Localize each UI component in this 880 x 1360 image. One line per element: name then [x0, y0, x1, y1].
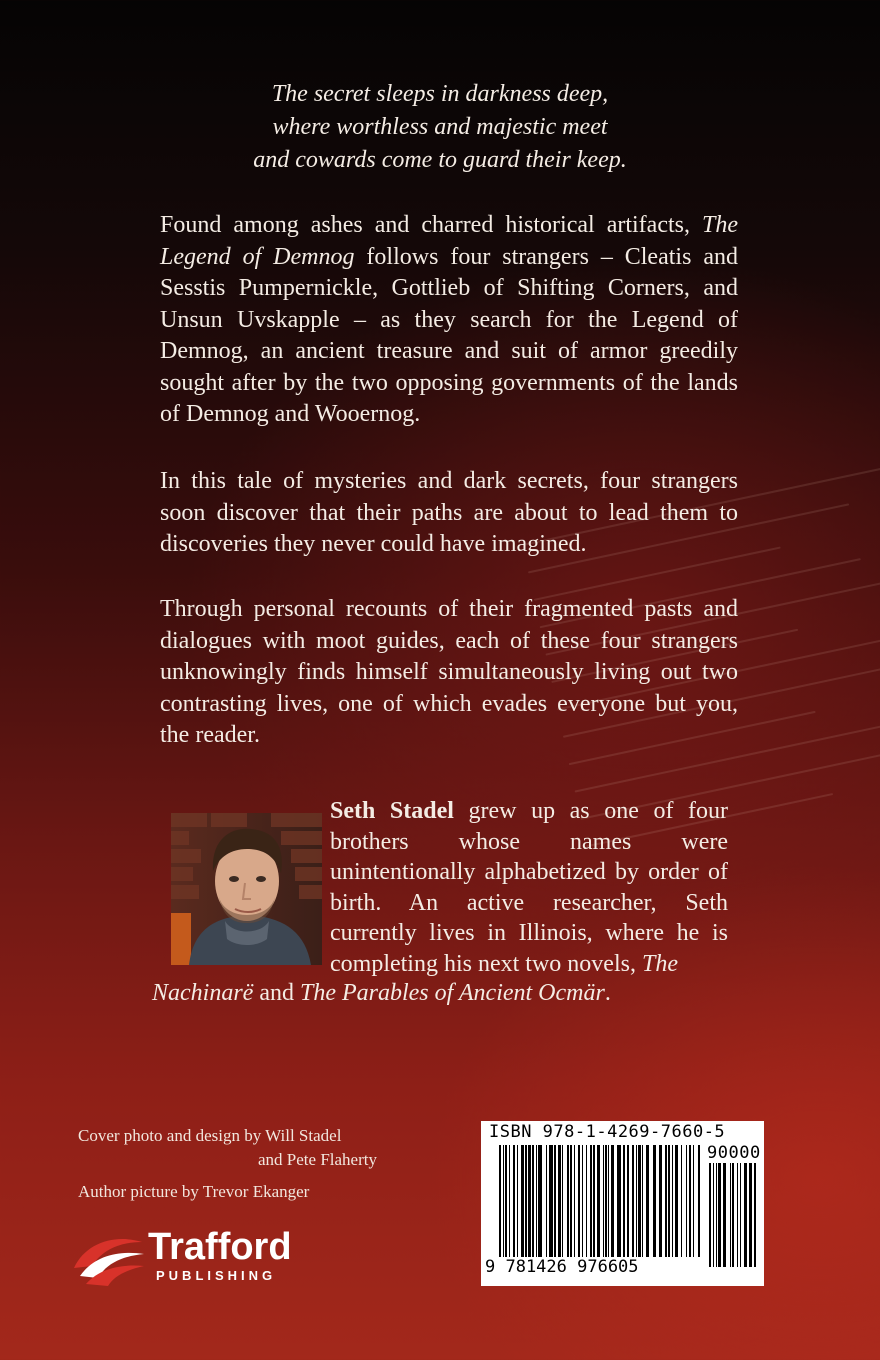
barcode-digits: 9 781426 976605: [485, 1257, 639, 1277]
blurb-paragraph-2: In this tale of mysteries and dark secrets, four strangers soon discover that their paths are about to lead them to discoveries they never could have imagined.: [160, 468, 738, 557]
publisher-subtitle: PUBLISHING: [156, 1268, 277, 1283]
next-book-title: The Parables of Ancient Ocmär: [299, 980, 605, 1006]
poem-line: The secret sleeps in darkness deep,: [271, 81, 609, 107]
barcode-bars: [499, 1145, 701, 1257]
wave-icon: [72, 1228, 146, 1288]
bio-text: .: [604, 980, 611, 1006]
cover-credit-line-2: and Pete Flaherty: [258, 1150, 377, 1169]
blurb-paragraph-1: [160, 210, 738, 431]
author-bio: [330, 796, 728, 979]
bio-text: and: [253, 980, 300, 1006]
blurb-text: Found among ashes and charred historical artifacts,: [160, 212, 702, 238]
isbn-number: ISBN 978-1-4269-7660-5: [489, 1122, 726, 1142]
publisher-name: Trafford: [148, 1226, 292, 1268]
author-picture-credit: Author picture by Trevor Ekanger: [78, 1182, 310, 1201]
publisher-logo: [72, 1228, 362, 1288]
author-bio-last-line: [152, 978, 732, 1008]
poem-line: and cowards come to guard their keep.: [253, 147, 627, 173]
isbn-barcode: [481, 1121, 764, 1286]
next-book-title: Nachinarë: [152, 980, 254, 1006]
cover-credit-line-1: Cover photo and design by Will Stadel: [78, 1126, 342, 1145]
poem-line: where worthless and majestic meet: [272, 114, 608, 140]
blurb-paragraph-3: Through personal recounts of their fragmented pasts and dialogues with moot guides, each of these four strangers unknowingly finds himself simultaneously living out two contrasting lives, one of which evades everyone but you, the reader.: [160, 596, 738, 748]
author-name: Seth Stadel: [330, 798, 454, 824]
addon-barcode-bars: [709, 1163, 757, 1267]
epigraph-poem: [0, 78, 880, 177]
book-title: The Legend of Demnog: [160, 212, 738, 270]
bio-text: grew up as one of four brothers whose names were unintentionally alphabetized by order of birth. An active researcher, Seth currently lives in Illinois, where he is completing his next two novels,: [330, 798, 728, 977]
author-photo: [171, 813, 322, 965]
blurb-text: follows four strangers – Cleatis and Sesstis Pumpernickle, Gottlieb of Shifting Corners, and Unsun Uvskapple – as they search for the Legend of Demnog, an ancient treasure and suit of armor greedily sought after by the two opposing governments of the lands of Demnog and Wooernog.: [160, 243, 738, 427]
next-book-title: The: [641, 950, 678, 977]
price-addon-code: 90000: [707, 1143, 761, 1163]
